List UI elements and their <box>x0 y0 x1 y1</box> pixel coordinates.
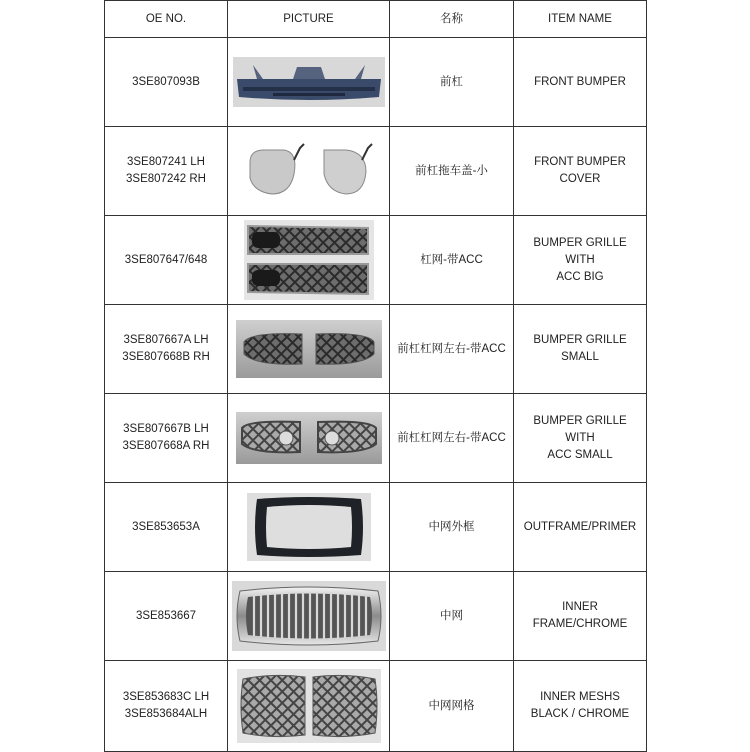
item-name-cell <box>514 661 647 752</box>
item-name: BUMPER GRILLE <box>533 334 627 346</box>
table-row <box>105 305 647 394</box>
grille-inner-meshes-photo <box>237 669 381 743</box>
cn-name-cell: 前杠拖车盖-小 <box>390 127 514 216</box>
header-cn-name: 名称 <box>390 1 514 38</box>
oe-number: 3SE807668B RH <box>122 351 210 363</box>
oe-number: 3SE807667B LH <box>123 423 209 435</box>
cn-name-cell: 前杠 <box>390 38 514 127</box>
oe-number: 3SE807668A RH <box>122 440 210 452</box>
bumper-grille-big-photo <box>244 220 374 300</box>
table-row <box>105 661 647 752</box>
cn-name-cell: 杠网-带ACC <box>390 216 514 305</box>
item-name-cell <box>514 127 647 216</box>
picture-cell <box>228 127 390 216</box>
picture-cell <box>228 38 390 127</box>
oe-number-cell <box>105 572 228 661</box>
header-picture: PICTURE <box>228 1 390 38</box>
oe-number-cell <box>105 483 228 572</box>
cn-name-cell: 前杠杠网左右-带ACC <box>390 305 514 394</box>
cn-name-cell: 前杠杠网左右-带ACC <box>390 394 514 483</box>
table-row <box>105 216 647 305</box>
front-bumper-photo <box>233 57 385 107</box>
picture-cell <box>228 661 390 752</box>
item-name: SMALL <box>561 351 599 363</box>
bumper-grille-small-photo <box>236 320 382 378</box>
table-row <box>105 127 647 216</box>
table-row <box>105 394 647 483</box>
item-name: INNER MESHS <box>540 691 620 703</box>
parts-sheet <box>104 0 646 750</box>
oe-number-cell <box>105 216 228 305</box>
tow-hook-covers-photo <box>242 138 376 204</box>
oe-number-cell <box>105 305 228 394</box>
parts-table <box>104 0 647 752</box>
oe-number: 3SE807667A LH <box>123 334 209 346</box>
picture-cell <box>228 483 390 572</box>
item-name-cell <box>514 216 647 305</box>
item-name: FRONT BUMPER <box>534 75 626 88</box>
oe-number: 3SE807242 RH <box>126 173 206 185</box>
picture-cell <box>228 305 390 394</box>
picture-cell <box>228 572 390 661</box>
picture-cell <box>228 216 390 305</box>
oe-number: 3SE807093B <box>132 75 200 88</box>
item-name: INNER <box>562 601 598 613</box>
oe-number-cell <box>105 661 228 752</box>
item-name-cell <box>514 572 647 661</box>
cn-name-cell: 中网外框 <box>390 483 514 572</box>
oe-number-cell <box>105 394 228 483</box>
header-item-name: ITEM NAME <box>514 1 647 38</box>
oe-number: 3SE807241 LH <box>126 156 205 168</box>
table-row <box>105 38 647 127</box>
item-name: FRONT BUMPER <box>534 156 626 168</box>
item-name: FRAME/CHROME <box>532 618 628 630</box>
oe-number: 3SE853667 <box>135 609 197 622</box>
item-name: BUMPER GRILLE WITH <box>533 414 627 444</box>
header-oe-no: OE NO. <box>105 1 228 38</box>
item-name: OUTFRAME/PRIMER <box>523 520 637 533</box>
oe-number: 3SE853683C LH <box>122 691 210 703</box>
item-name: COVER <box>559 173 601 185</box>
item-name: ACC BIG <box>556 270 604 283</box>
item-name-cell <box>514 38 647 127</box>
grille-outer-frame-photo <box>247 493 371 561</box>
oe-number: 3SE807647/648 <box>124 253 208 266</box>
item-name: BLACK / CHROME <box>530 708 630 720</box>
picture-cell <box>228 394 390 483</box>
oe-number: 3SE853653A <box>132 520 200 533</box>
oe-number-cell <box>105 127 228 216</box>
item-name-cell <box>514 305 647 394</box>
cn-name-cell: 中网 <box>390 572 514 661</box>
item-name: ACC SMALL <box>547 448 613 461</box>
item-name-cell <box>514 483 647 572</box>
grille-inner-chrome-photo <box>232 581 386 651</box>
item-name-cell <box>514 394 647 483</box>
header-row <box>105 1 647 38</box>
cn-name-cell: 中网网格 <box>390 661 514 752</box>
oe-number: 3SE853684ALH <box>124 708 208 720</box>
bumper-grille-acc-small-photo <box>236 412 382 464</box>
table-row <box>105 572 647 661</box>
oe-number-cell <box>105 38 228 127</box>
item-name: BUMPER GRILLE WITH <box>533 236 627 266</box>
table-row <box>105 483 647 572</box>
